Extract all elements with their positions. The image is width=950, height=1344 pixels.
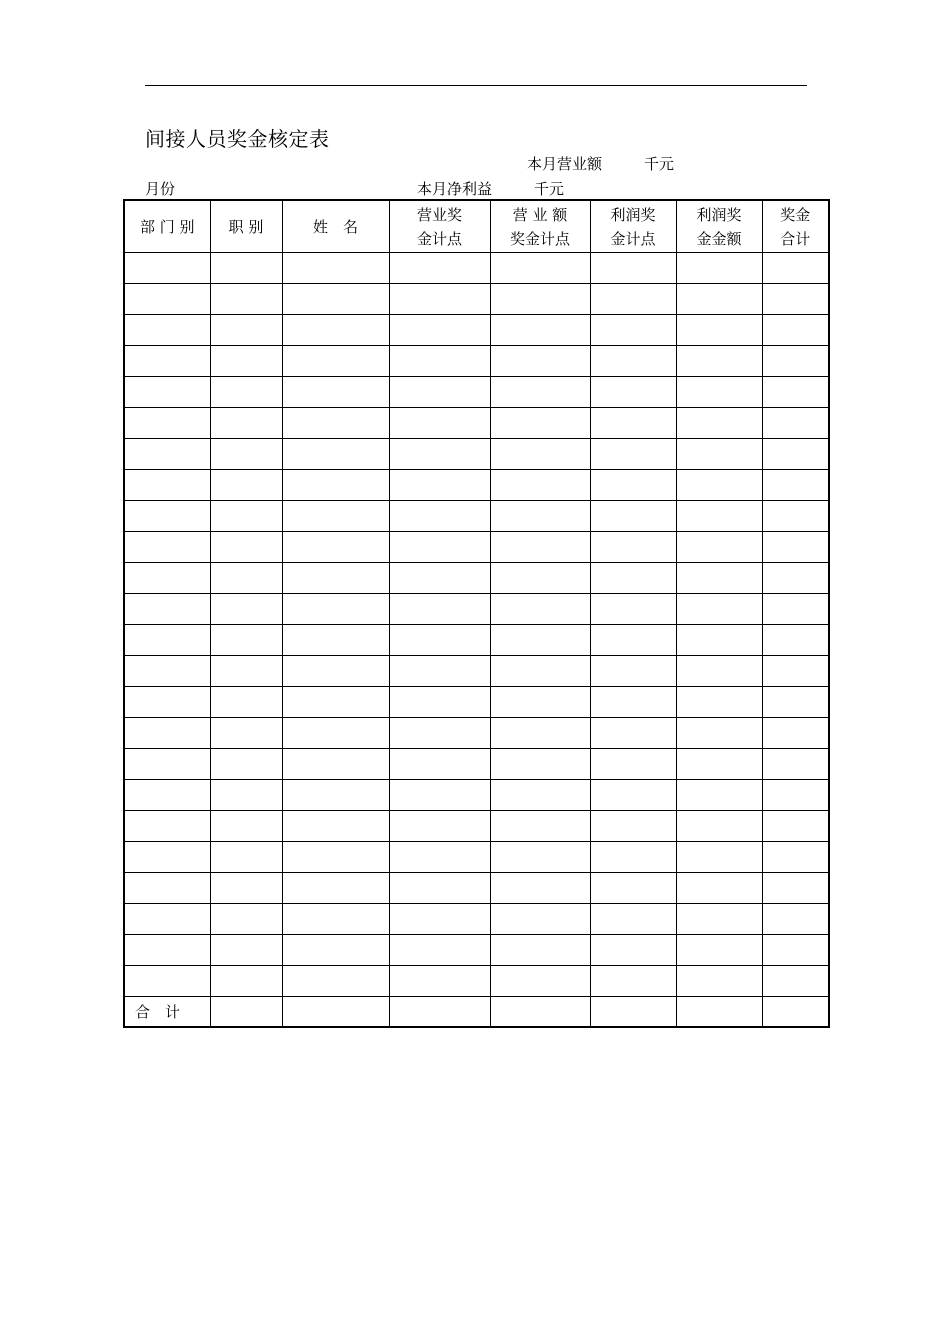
table-cell[interactable]	[676, 780, 762, 811]
table-cell[interactable]	[124, 377, 210, 408]
table-cell[interactable]	[676, 532, 762, 563]
table-cell[interactable]	[490, 687, 590, 718]
table-cell[interactable]	[210, 315, 282, 346]
table-cell[interactable]	[590, 253, 676, 284]
table-cell[interactable]	[676, 842, 762, 873]
table-row	[124, 873, 829, 904]
table-cell[interactable]	[282, 687, 389, 718]
table-row	[124, 718, 829, 749]
total-cell[interactable]	[590, 997, 676, 1028]
header-name: 姓 名	[282, 200, 389, 253]
header-department: 部 门 别	[124, 200, 210, 253]
table-cell[interactable]	[282, 625, 389, 656]
table-cell[interactable]	[490, 408, 590, 439]
total-cell[interactable]	[762, 997, 829, 1028]
table-cell[interactable]	[676, 687, 762, 718]
table-cell[interactable]	[389, 594, 490, 625]
bonus-table	[123, 199, 830, 1028]
table-cell[interactable]	[282, 904, 389, 935]
table-cell[interactable]	[210, 904, 282, 935]
total-cell[interactable]	[389, 997, 490, 1028]
table-cell[interactable]	[124, 346, 210, 377]
table-cell[interactable]	[762, 811, 829, 842]
table-cell[interactable]	[590, 656, 676, 687]
header-bonus-total: 奖金 合计	[762, 200, 829, 253]
table-cell[interactable]	[124, 439, 210, 470]
monthly-net-profit-unit: 千元	[534, 180, 565, 198]
table-cell[interactable]	[762, 470, 829, 501]
table-cell[interactable]	[590, 904, 676, 935]
table-cell[interactable]	[490, 811, 590, 842]
table-cell[interactable]	[389, 284, 490, 315]
table-cell[interactable]	[282, 842, 389, 873]
total-cell[interactable]	[490, 997, 590, 1028]
table-cell[interactable]	[676, 408, 762, 439]
table-cell[interactable]	[389, 315, 490, 346]
table-cell[interactable]	[762, 532, 829, 563]
table-cell[interactable]	[389, 842, 490, 873]
table-cell[interactable]	[590, 842, 676, 873]
table-cell[interactable]	[762, 718, 829, 749]
table-cell[interactable]	[389, 377, 490, 408]
table-cell[interactable]	[590, 811, 676, 842]
table-cell[interactable]	[389, 904, 490, 935]
table-cell[interactable]	[124, 656, 210, 687]
table-cell[interactable]	[210, 501, 282, 532]
table-cell[interactable]	[389, 718, 490, 749]
table-cell[interactable]	[389, 470, 490, 501]
table-cell[interactable]	[676, 749, 762, 780]
table-cell[interactable]	[676, 873, 762, 904]
monthly-revenue-unit: 千元	[644, 155, 675, 173]
table-cell[interactable]	[762, 966, 829, 997]
table-cell[interactable]	[210, 749, 282, 780]
table-cell[interactable]	[389, 687, 490, 718]
table-row	[124, 749, 829, 780]
table-cell[interactable]	[124, 904, 210, 935]
table-cell[interactable]	[210, 656, 282, 687]
table-cell[interactable]	[590, 346, 676, 377]
table-cell[interactable]	[762, 625, 829, 656]
table-cell[interactable]	[124, 563, 210, 594]
table-cell[interactable]	[590, 749, 676, 780]
table-cell[interactable]	[490, 284, 590, 315]
table-cell[interactable]	[124, 966, 210, 997]
table-cell[interactable]	[389, 346, 490, 377]
table-cell[interactable]	[676, 811, 762, 842]
table-cell[interactable]	[762, 842, 829, 873]
table-cell[interactable]	[282, 532, 389, 563]
table-cell[interactable]	[124, 780, 210, 811]
table-cell[interactable]	[762, 873, 829, 904]
table-cell[interactable]	[282, 563, 389, 594]
table-cell[interactable]	[210, 563, 282, 594]
table-cell[interactable]	[490, 315, 590, 346]
table-cell[interactable]	[590, 873, 676, 904]
table-cell[interactable]	[282, 501, 389, 532]
table-cell[interactable]	[490, 873, 590, 904]
table-cell[interactable]	[490, 842, 590, 873]
table-cell[interactable]	[762, 904, 829, 935]
table-cell[interactable]	[389, 563, 490, 594]
table-cell[interactable]	[282, 253, 389, 284]
table-cell[interactable]	[282, 873, 389, 904]
table-cell[interactable]	[124, 873, 210, 904]
table-cell[interactable]	[282, 594, 389, 625]
total-cell[interactable]	[282, 997, 389, 1028]
table-cell[interactable]	[124, 811, 210, 842]
table-cell[interactable]	[676, 284, 762, 315]
table-cell[interactable]	[490, 439, 590, 470]
table-cell[interactable]	[282, 656, 389, 687]
table-cell[interactable]	[282, 439, 389, 470]
table-cell[interactable]	[590, 718, 676, 749]
table-cell[interactable]	[676, 594, 762, 625]
header-revenue-bonus-points: 营 业 额 奖金计点	[490, 200, 590, 253]
table-cell[interactable]	[210, 718, 282, 749]
table-cell[interactable]	[762, 253, 829, 284]
table-cell[interactable]	[282, 284, 389, 315]
table-cell[interactable]	[590, 966, 676, 997]
table-cell[interactable]	[676, 253, 762, 284]
table-cell[interactable]	[762, 439, 829, 470]
table-cell[interactable]	[590, 532, 676, 563]
table-row	[124, 501, 829, 532]
table-row	[124, 904, 829, 935]
table-cell[interactable]	[676, 501, 762, 532]
table-cell[interactable]	[210, 811, 282, 842]
table-row	[124, 842, 829, 873]
table-cell[interactable]	[282, 346, 389, 377]
table-cell[interactable]	[124, 625, 210, 656]
table-cell[interactable]	[124, 718, 210, 749]
table-row	[124, 346, 829, 377]
table-cell[interactable]	[676, 904, 762, 935]
table-cell[interactable]	[389, 873, 490, 904]
table-cell[interactable]	[389, 253, 490, 284]
table-cell[interactable]	[124, 501, 210, 532]
table-cell[interactable]	[590, 780, 676, 811]
total-cell[interactable]	[676, 997, 762, 1028]
table-row	[124, 315, 829, 346]
table-cell[interactable]	[210, 253, 282, 284]
table-cell[interactable]	[282, 470, 389, 501]
table-row	[124, 284, 829, 315]
table-cell[interactable]	[210, 842, 282, 873]
table-cell[interactable]	[389, 749, 490, 780]
table-cell[interactable]	[762, 687, 829, 718]
table-cell[interactable]	[590, 563, 676, 594]
table-cell[interactable]	[590, 625, 676, 656]
table-cell[interactable]	[762, 408, 829, 439]
table-cell[interactable]	[282, 718, 389, 749]
table-cell[interactable]	[282, 377, 389, 408]
table-cell[interactable]	[676, 935, 762, 966]
table-cell[interactable]	[124, 935, 210, 966]
table-cell[interactable]	[490, 780, 590, 811]
table-cell[interactable]	[490, 904, 590, 935]
table-cell[interactable]	[590, 470, 676, 501]
table-row	[124, 563, 829, 594]
table-cell[interactable]	[210, 935, 282, 966]
table-cell[interactable]	[590, 594, 676, 625]
table-cell[interactable]	[210, 594, 282, 625]
table-cell[interactable]	[389, 935, 490, 966]
table-cell[interactable]	[389, 501, 490, 532]
table-cell[interactable]	[389, 656, 490, 687]
table-cell[interactable]	[590, 439, 676, 470]
table-cell[interactable]	[124, 315, 210, 346]
table-cell[interactable]	[282, 749, 389, 780]
table-cell[interactable]	[490, 501, 590, 532]
table-cell[interactable]	[210, 780, 282, 811]
table-cell[interactable]	[590, 377, 676, 408]
table-cell[interactable]	[210, 439, 282, 470]
header-sales-bonus-points: 营业奖 金计点	[389, 200, 490, 253]
month-label: 月份	[145, 180, 176, 198]
table-cell[interactable]	[124, 284, 210, 315]
table-cell[interactable]	[762, 563, 829, 594]
table-cell[interactable]	[389, 532, 490, 563]
table-cell[interactable]	[676, 470, 762, 501]
table-cell[interactable]	[389, 966, 490, 997]
table-row	[124, 935, 829, 966]
table-cell[interactable]	[389, 408, 490, 439]
table-cell[interactable]	[490, 377, 590, 408]
total-label: 合 计	[124, 997, 210, 1028]
table-cell[interactable]	[210, 966, 282, 997]
total-cell[interactable]	[210, 997, 282, 1028]
table-cell[interactable]	[590, 687, 676, 718]
table-cell[interactable]	[590, 408, 676, 439]
table-cell[interactable]	[590, 935, 676, 966]
table-cell[interactable]	[210, 532, 282, 563]
table-cell[interactable]	[490, 935, 590, 966]
table-cell[interactable]	[490, 253, 590, 284]
table-cell[interactable]	[210, 470, 282, 501]
table-cell[interactable]	[124, 408, 210, 439]
table-cell[interactable]	[282, 408, 389, 439]
table-cell[interactable]	[490, 656, 590, 687]
top-rule	[145, 85, 807, 86]
table-row	[124, 377, 829, 408]
table-cell[interactable]	[676, 315, 762, 346]
table-cell[interactable]	[762, 656, 829, 687]
header-row	[124, 200, 829, 253]
table-cell[interactable]	[590, 315, 676, 346]
table-cell[interactable]	[490, 470, 590, 501]
table-cell[interactable]	[282, 935, 389, 966]
table-cell[interactable]	[124, 253, 210, 284]
table-cell[interactable]	[676, 563, 762, 594]
page-title: 间接人员奖金核定表	[145, 127, 330, 151]
table-cell[interactable]	[762, 935, 829, 966]
table-row	[124, 811, 829, 842]
table-cell[interactable]	[490, 563, 590, 594]
table-cell[interactable]	[762, 780, 829, 811]
table-cell[interactable]	[676, 625, 762, 656]
table-row	[124, 439, 829, 470]
table-cell[interactable]	[676, 718, 762, 749]
table-cell[interactable]	[490, 594, 590, 625]
table-cell[interactable]	[389, 811, 490, 842]
table-cell[interactable]	[490, 749, 590, 780]
table-cell[interactable]	[124, 470, 210, 501]
table-cell[interactable]	[210, 284, 282, 315]
monthly-revenue-label: 本月营业额	[527, 155, 603, 173]
table-cell[interactable]	[124, 594, 210, 625]
table-row	[124, 625, 829, 656]
table-cell[interactable]	[762, 315, 829, 346]
table-cell[interactable]	[210, 873, 282, 904]
table-row	[124, 687, 829, 718]
table-cell[interactable]	[124, 532, 210, 563]
table-cell[interactable]	[389, 439, 490, 470]
monthly-net-profit-label: 本月净利益	[417, 180, 493, 198]
table-row	[124, 408, 829, 439]
table-cell[interactable]	[676, 439, 762, 470]
table-cell[interactable]	[210, 377, 282, 408]
table-cell[interactable]	[762, 284, 829, 315]
table-cell[interactable]	[282, 315, 389, 346]
table-row	[124, 966, 829, 997]
table-row	[124, 656, 829, 687]
header-profit-bonus-amount: 利润奖 金金额	[676, 200, 762, 253]
table-cell[interactable]	[676, 656, 762, 687]
table-cell[interactable]	[210, 687, 282, 718]
table-cell[interactable]	[282, 780, 389, 811]
table-cell[interactable]	[124, 842, 210, 873]
table-cell[interactable]	[124, 749, 210, 780]
table-cell[interactable]	[490, 532, 590, 563]
table-cell[interactable]	[490, 966, 590, 997]
table-cell[interactable]	[762, 346, 829, 377]
table-cell[interactable]	[762, 594, 829, 625]
header-profit-bonus-points: 利润奖 金计点	[590, 200, 676, 253]
table-cell[interactable]	[762, 377, 829, 408]
table-cell[interactable]	[210, 408, 282, 439]
table-cell[interactable]	[676, 966, 762, 997]
total-row	[124, 997, 829, 1028]
table-cell[interactable]	[210, 625, 282, 656]
table-cell[interactable]	[676, 346, 762, 377]
table-cell[interactable]	[389, 780, 490, 811]
table-row	[124, 780, 829, 811]
table-row	[124, 532, 829, 563]
table-row	[124, 253, 829, 284]
table-cell[interactable]	[389, 625, 490, 656]
table-cell[interactable]	[590, 501, 676, 532]
table-cell[interactable]	[676, 377, 762, 408]
table-cell[interactable]	[490, 718, 590, 749]
table-cell[interactable]	[282, 966, 389, 997]
table-cell[interactable]	[490, 625, 590, 656]
table-cell[interactable]	[590, 284, 676, 315]
header-position: 职 别	[210, 200, 282, 253]
table-row	[124, 470, 829, 501]
table-cell[interactable]	[124, 687, 210, 718]
table-cell[interactable]	[490, 346, 590, 377]
table-cell[interactable]	[282, 811, 389, 842]
table-row	[124, 594, 829, 625]
table-cell[interactable]	[762, 501, 829, 532]
table-cell[interactable]	[210, 346, 282, 377]
table-cell[interactable]	[762, 749, 829, 780]
